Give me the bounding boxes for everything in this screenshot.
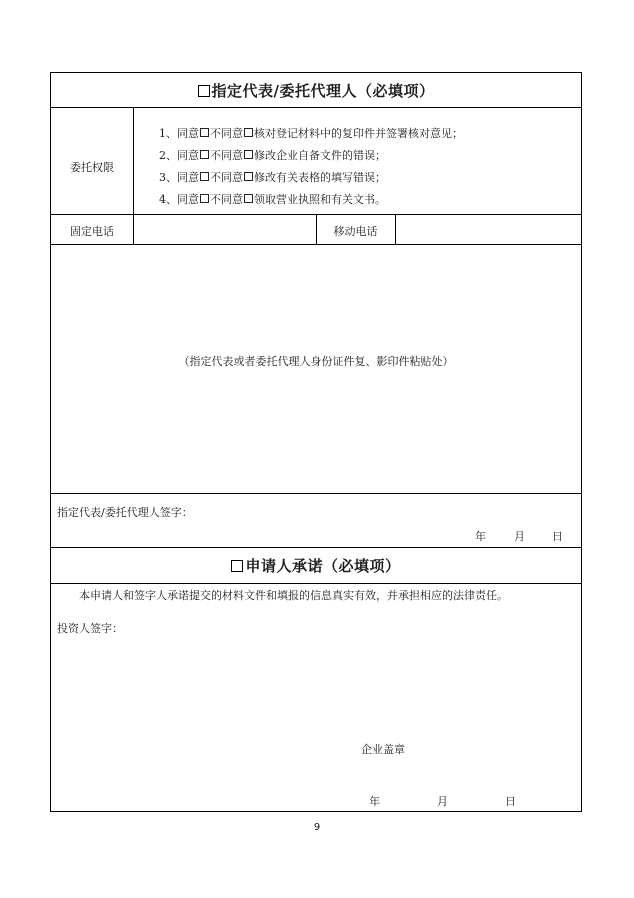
disagree-checkbox[interactable] <box>244 150 253 159</box>
divider <box>133 107 134 214</box>
mobile-label: 移动电话 <box>333 225 378 238</box>
disagree-checkbox[interactable] <box>244 194 253 203</box>
agree-label: 同意 <box>177 193 199 206</box>
item-number: 4、 <box>159 193 177 206</box>
disagree-label: 不同意 <box>210 149 243 162</box>
section1-heading <box>51 80 581 101</box>
checkbox-icon[interactable] <box>231 560 243 572</box>
agree-checkbox[interactable] <box>200 172 209 181</box>
page-number: 9 <box>313 822 321 833</box>
divider <box>51 547 581 548</box>
agree-label: 同意 <box>177 149 199 162</box>
id-paste-area-note: （指定代表或者委托代理人身份证件复、影印件粘贴处） <box>178 355 454 368</box>
item-text: 核对登记材料中的复印件并签署核对意见； <box>254 127 463 140</box>
disagree-label: 不同意 <box>210 171 243 184</box>
agree-checkbox[interactable] <box>200 150 209 159</box>
section2-heading <box>51 555 581 576</box>
section1-title: 指定代表/委托代理人（必填项） <box>211 82 435 100</box>
authority-label: 委托权限 <box>70 161 114 174</box>
disagree-label: 不同意 <box>210 127 243 140</box>
item-text: 修改有关表格的填写错误； <box>254 171 386 184</box>
date-day: 日 <box>505 795 516 808</box>
divider <box>51 493 581 494</box>
seal-label: 企业盖章 <box>361 743 405 756</box>
authority-item-2 <box>159 147 386 163</box>
investor-signature-label: 投资人签字： <box>57 622 123 635</box>
date-day: 日 <box>552 530 563 543</box>
item-number: 2、 <box>159 149 177 162</box>
date-month: 月 <box>514 530 525 543</box>
item-number: 3、 <box>159 171 177 184</box>
disagree-checkbox[interactable] <box>244 172 253 181</box>
divider <box>51 244 581 245</box>
commitment-text: 本申请人和签字人承诺提交的材料文件和填报的信息真实有效，并承担相应的法律责任。 <box>79 589 508 602</box>
agree-checkbox[interactable] <box>200 128 209 137</box>
checkbox-icon[interactable] <box>198 85 210 97</box>
disagree-checkbox[interactable] <box>244 128 253 137</box>
item-text: 领取营业执照和有关文书。 <box>254 193 386 206</box>
date-month: 月 <box>437 795 448 808</box>
authority-item-3 <box>159 169 386 185</box>
divider <box>51 583 581 584</box>
form-table <box>50 72 582 812</box>
authority-item-1 <box>159 125 463 141</box>
item-number: 1、 <box>159 127 177 140</box>
divider <box>51 107 581 108</box>
divider <box>133 214 134 244</box>
date-year: 年 <box>369 795 380 808</box>
agree-label: 同意 <box>177 127 199 140</box>
divider <box>395 214 396 244</box>
landline-label: 固定电话 <box>70 225 114 238</box>
agree-label: 同意 <box>177 171 199 184</box>
agent-signature-label: 指定代表/委托代理人签字： <box>57 506 193 519</box>
authority-item-4 <box>159 191 386 207</box>
agree-checkbox[interactable] <box>200 194 209 203</box>
item-text: 修改企业自备文件的错误； <box>254 149 386 162</box>
disagree-label: 不同意 <box>210 193 243 206</box>
section2-title: 申请人承诺（必填项） <box>245 557 401 575</box>
date-year: 年 <box>475 530 486 543</box>
